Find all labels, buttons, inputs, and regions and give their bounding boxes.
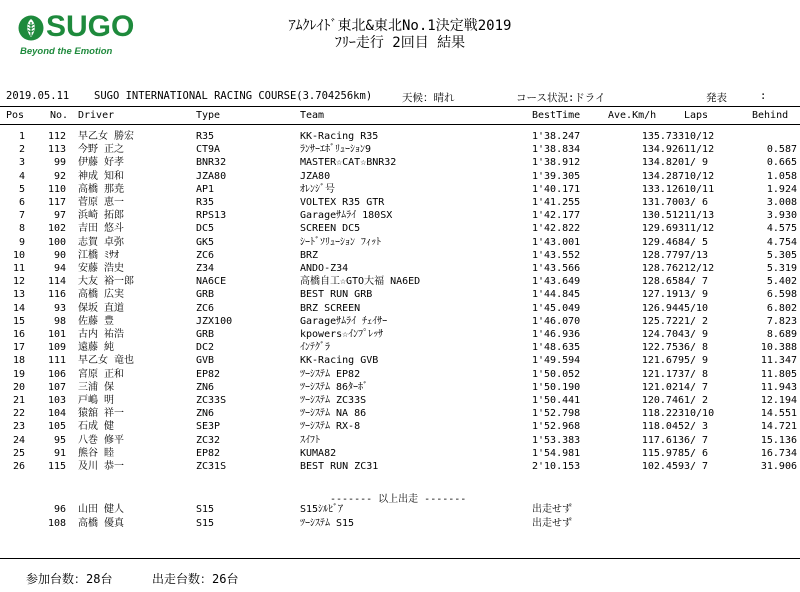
cell-driver: 宮原 正和 [78,368,125,380]
table-row [0,303,800,315]
cell-laps: 4/ 7 [684,381,709,393]
cell-type: GRB [196,329,215,340]
cell-best: 1'41.255 [532,197,581,208]
cell-no: 117 [47,197,66,208]
starters-count: 出走台数：26台 [152,572,239,586]
cell-ave: 128.779 [641,249,684,261]
course-condition: コース状況:ドライ [516,92,606,104]
cell-best: 1'53.383 [532,434,581,446]
col-pos: Pos [6,110,25,121]
cell-best: 1'40.171 [532,183,581,195]
cell-team: KUMA82 [300,447,337,459]
table-row [0,316,800,328]
cell-best: 1'50.190 [532,381,581,393]
cell-laps: 10/10 [684,408,715,420]
cell-best: 1'43.552 [532,249,581,261]
cell-driver: 山田 健人 [78,504,125,515]
cell-driver: 八巻 修平 [78,434,125,446]
cell-pos: 14 [12,302,25,314]
col-team: Team [300,110,325,121]
cell-laps: 10/12 [684,131,715,142]
table-row [0,210,800,222]
cell-type: ZC6 [196,302,215,314]
cell-laps: 11/12 [684,144,715,156]
cell-pos: 23 [12,421,25,433]
cell-best: 1'38.834 [532,144,581,156]
cell-best: 1'52.968 [532,421,581,433]
cell-pos: 21 [12,395,25,406]
cell-type: SE3P [196,421,221,433]
cell-driver: 志賀 卓弥 [78,236,125,248]
cell-laps: 6/ 7 [684,434,709,446]
cell-type: S15 [196,504,215,515]
cell-type: DC5 [196,223,215,235]
cell-behind: 5.402 [766,276,797,288]
logo-text: SUGO [46,10,135,43]
cell-behind: 6.802 [766,302,797,314]
cell-behind: 31.906 [760,461,797,472]
cell-behind: 5.319 [766,263,797,274]
cell-driver: 菅原 恵一 [78,197,125,208]
cell-best: 1'50.441 [532,395,581,406]
cell-ave: 130.512 [641,210,684,222]
cell-type: JZX100 [196,315,233,327]
cell-driver: 石成 健 [78,421,115,433]
cell-no: 109 [47,342,66,354]
cell-best: 1'50.052 [532,368,581,380]
cell-type: EP82 [196,368,221,380]
cell-driver: 浜崎 拓郎 [78,210,125,222]
cell-no: 91 [53,447,66,459]
cell-behind: 14.551 [760,408,797,420]
table-row [0,157,800,169]
cell-laps: 1/ 2 [684,395,709,406]
table-row [0,355,800,367]
cell-ave: 135.733 [641,131,684,142]
header-bottom-rule [0,124,800,125]
cell-team: kpowers☆ｲﾝﾌﾟﾚｯｻ [300,329,384,340]
cell-type: BNR32 [196,157,227,169]
cell-status: 出走せず [532,504,572,515]
cell-type: ZC6 [196,249,215,261]
cell-team: BEST RUN GRB [300,289,373,301]
cell-best: 1'45.049 [532,302,581,314]
cell-no: 94 [53,263,66,274]
cell-ave: 121.173 [641,368,684,380]
cell-behind: 4.575 [766,223,797,235]
cell-no: 96 [53,504,66,515]
cell-laps: 7/ 8 [684,368,709,380]
cell-driver: 今野 正之 [78,144,125,156]
cell-driver: 古内 祐浩 [78,329,125,340]
cell-no: 92 [53,170,66,182]
cell-behind: 11.347 [760,355,797,367]
cell-laps: 5/ 6 [684,447,709,459]
cell-ave: 129.693 [641,223,684,235]
table-row [0,223,800,235]
cell-pos: 12 [12,276,25,288]
cell-team: JZA80 [300,170,331,182]
cell-behind: 11.805 [760,368,797,380]
cell-best: 1'48.635 [532,342,581,354]
dns-row [0,504,800,516]
table-row [0,197,800,209]
cell-ave: 121.679 [641,355,684,367]
event-date: 2019.05.11 [6,90,70,102]
cell-driver: 三浦 保 [78,381,115,393]
cell-laps: 11/12 [684,223,715,235]
cell-ave: 134.926 [641,144,684,156]
cell-pos: 19 [12,368,25,380]
cell-no: 110 [47,183,66,195]
cell-no: 107 [47,381,66,393]
cell-team: ｽｲﾌﾄ [300,434,320,446]
cell-team: ﾂｰｼｽﾃﾑ S15 [300,517,355,529]
cell-pos: 7 [18,210,25,222]
cell-pos: 16 [12,329,25,340]
cell-behind: 5.305 [766,249,797,261]
cell-pos: 20 [12,381,25,393]
cell-no: 114 [47,276,66,288]
cell-type: R35 [196,131,215,142]
cell-ave: 129.468 [641,236,684,248]
cell-best: 1'54.981 [532,447,581,459]
cell-no: 113 [47,144,66,156]
cell-pos: 10 [12,249,25,261]
cell-ave: 118.045 [641,421,684,433]
weather: 天候：晴れ [402,92,455,104]
cell-behind: 1.924 [766,183,797,195]
cell-no: 99 [53,157,66,169]
cell-team: MASTER☆CAT☆BNR32 [300,157,397,169]
cell-pos: 11 [12,263,25,274]
cell-ave: 121.021 [641,381,684,393]
table-row [0,435,800,447]
cell-behind: 3.930 [766,210,797,222]
cell-driver: 早乙女 竜也 [78,355,135,367]
cell-laps: 7/13 [684,249,709,261]
event-title: ｱﾑｸﾚｲﾄﾞ東北&東北No.1決定戦2019 [288,18,512,34]
cell-best: 2'10.153 [532,461,581,472]
table-row [0,237,800,249]
cell-driver: 早乙女 勝宏 [78,131,135,142]
col-driver: Driver [78,110,115,121]
cell-pos: 2 [18,144,25,156]
cell-ave: 126.944 [641,302,684,314]
cell-best: 1'46.070 [532,315,581,327]
table-row [0,329,800,341]
cell-best: 1'46.936 [532,329,581,340]
cell-ave: 122.753 [641,342,684,354]
cell-no: 100 [47,236,66,248]
cell-team: BRZ SCREEN [300,302,361,314]
cell-no: 111 [47,355,66,367]
cell-behind: 14.721 [760,421,797,433]
table-row [0,184,800,196]
cell-laps: 11/13 [684,210,715,222]
cell-no: 97 [53,210,66,222]
cell-laps: 10/11 [684,183,715,195]
cell-team: ｵﾚﾝｼﾞ号 [300,183,335,195]
cell-pos: 1 [18,131,25,142]
cell-no: 93 [53,302,66,314]
table-row [0,131,800,143]
cell-team: ﾂｰｼｽﾃﾑ ZC33S [300,395,367,406]
cell-ave: 128.762 [641,263,684,274]
cell-no: 98 [53,315,66,327]
cell-laps: 10/12 [684,170,715,182]
table-row [0,250,800,262]
cell-ave: 120.746 [641,395,684,406]
cell-pos: 6 [18,197,25,208]
cell-best: 1'43.649 [532,276,581,288]
cell-ave: 125.722 [641,315,684,327]
table-row [0,342,800,354]
cell-best: 1'38.912 [532,157,581,169]
cell-type: ZC31S [196,461,227,472]
cell-ave: 131.700 [641,197,684,208]
cell-no: 95 [53,434,66,446]
cell-pos: 26 [12,461,25,472]
cell-best: 1'42.177 [532,210,581,222]
cell-ave: 124.704 [641,329,684,340]
cell-driver: 猿舘 祥一 [78,408,125,420]
cell-behind: 3.008 [766,197,797,208]
cell-type: AP1 [196,183,215,195]
cell-best: 1'42.822 [532,223,581,235]
cell-best: 1'49.594 [532,355,581,367]
cell-behind: 10.388 [760,342,797,354]
cell-ave: 133.126 [641,183,684,195]
cell-driver: 遠藤 純 [78,342,115,354]
cell-behind: 11.943 [760,381,797,393]
cell-type: NA6CE [196,276,227,288]
cell-driver: 佐藤 豊 [78,315,115,327]
cell-pos: 18 [12,355,25,367]
cell-ave: 128.658 [641,276,684,288]
table-row [0,289,800,301]
cell-driver: 神成 知和 [78,170,125,182]
cell-laps: 5/10 [684,302,709,314]
logo-tagline: Beyond the Emotion [20,46,113,57]
cell-behind: 7.823 [766,315,797,327]
cell-no: 90 [53,249,66,261]
cell-pos: 22 [12,408,25,420]
cell-driver: 伊藤 好孝 [78,157,125,169]
cell-behind: 6.598 [766,289,797,301]
cell-team: 高橋自工☆GTO大福 NA6ED [300,276,421,288]
cell-driver: 熊谷 睦 [78,447,115,459]
cell-type: EP82 [196,447,221,459]
cell-ave: 127.191 [641,289,684,301]
cell-pos: 9 [18,236,25,248]
cell-team: Garageｻﾑﾗｲ 180SX [300,210,393,222]
cell-laps: 1/ 2 [684,315,709,327]
cell-no: 108 [47,517,66,529]
table-row [0,171,800,183]
table-row [0,448,800,460]
cell-no: 116 [47,289,66,301]
header-top-rule [0,106,800,107]
cell-ave: 118.223 [641,408,684,420]
cell-laps: 5/ 9 [684,355,709,367]
table-row [0,408,800,420]
cell-team: ｼｰﾄﾞｿﾘｭｰｼｮﾝ ﾌｨｯﾄ [300,236,382,248]
table-row [0,369,800,381]
cell-team: ﾂｰｼｽﾃﾑ NA 86 [300,408,367,420]
cell-team: ﾗﾝｻｰｴﾎﾞﾘｭｰｼｮﾝ9 [300,144,372,156]
cell-no: 106 [47,368,66,380]
col-laps: Laps [684,110,709,121]
cell-behind: 15.136 [760,434,797,446]
cell-type: DC2 [196,342,215,354]
cell-laps: 3/ 6 [684,197,709,208]
cell-team: KK-Racing R35 [300,131,379,142]
cell-behind: 12.194 [760,395,797,406]
cell-team: BRZ [300,249,319,261]
cell-no: 112 [47,131,66,142]
cell-driver: 安藤 浩史 [78,263,125,274]
announce-label: 発表 [706,92,727,104]
cell-laps: 3/ 7 [684,461,709,472]
cell-behind: 8.689 [766,329,797,340]
cell-ave: 117.613 [641,434,684,446]
cell-best: 1'39.305 [532,170,581,182]
cell-type: JZA80 [196,170,227,182]
course-name: SUGO INTERNATIONAL RACING COURSE(3.704256km) [94,90,373,102]
cell-pos: 5 [18,183,25,195]
cell-team: VOLTEX R35 GTR [300,197,385,208]
col-besttime: BestTime [532,110,581,121]
table-row [0,421,800,433]
cell-driver: 及川 恭一 [78,461,125,472]
cell-driver: 高橋 広実 [78,289,125,301]
cell-team: ﾂｰｼｽﾃﾑ RX-8 [300,421,361,433]
cell-driver: 江橋 ﾐｻｵ [78,249,120,261]
cell-team: ﾂｰｼｽﾃﾑ 86ﾀｰﾎﾞ [300,381,369,393]
cell-driver: 高橋 那尭 [78,183,125,195]
cell-no: 105 [47,421,66,433]
cell-ave: 102.459 [641,461,684,472]
cell-team: SCREEN DC5 [300,223,361,235]
cell-laps: 1/ 9 [684,157,709,169]
cell-team: KK-Racing GVB [300,355,379,367]
table-row [0,276,800,288]
cell-pos: 8 [18,223,25,235]
cell-driver: 高橋 優真 [78,517,125,529]
cell-type: S15 [196,517,215,529]
dns-row [0,518,800,530]
col-behind: Behind [752,110,789,121]
cell-type: ZC33S [196,395,227,406]
cell-team: S15ｼﾙﾋﾞｱ [300,504,344,515]
started-separator: ------- 以上出走 ------- [330,494,467,505]
cell-type: ZN6 [196,408,215,420]
cell-ave: 115.978 [641,447,684,459]
table-row [0,395,800,407]
entries-count: 参加台数：28台 [26,572,113,586]
cell-best: 1'43.001 [532,236,581,248]
cell-no: 104 [47,408,66,420]
cell-laps: 3/ 9 [684,329,709,340]
table-row [0,263,800,275]
cell-ave: 134.287 [641,170,684,182]
cell-no: 102 [47,223,66,235]
cell-laps: 2/ 3 [684,421,709,433]
cell-driver: 吉田 悠斗 [78,223,125,235]
col-no: No. [50,110,69,121]
cell-no: 115 [47,461,66,472]
cell-driver: 保坂 直道 [78,302,125,314]
cell-pos: 13 [12,289,25,301]
cell-no: 101 [47,329,66,340]
cell-best: 1'44.845 [532,289,581,301]
cell-type: GRB [196,289,215,301]
cell-team: ﾂｰｼｽﾃﾑ EP82 [300,368,361,380]
cell-team: ANDO-Z34 [300,263,349,274]
cell-pos: 25 [12,447,25,459]
col-type: Type [196,110,221,121]
table-row [0,461,800,473]
cell-type: CT9A [196,144,221,156]
cell-behind: 16.734 [760,447,797,459]
cell-laps: 4/ 7 [684,276,709,288]
col-avekmh: Ave.Km/h [608,110,657,121]
cell-team: Garageｻﾑﾗｲ ﾁｪｲｻｰ [300,315,388,327]
cell-type: ZC32 [196,434,221,446]
cell-pos: 24 [12,434,25,446]
cell-behind: 0.665 [766,157,797,169]
cell-team: ｲﾝﾃｸﾞﾗ [300,342,330,354]
cell-type: GVB [196,355,215,367]
announce-time: : [760,90,767,102]
cell-laps: 4/ 5 [684,236,709,248]
table-row [0,144,800,156]
cell-type: GK5 [196,236,215,248]
cell-best: 1'38.247 [532,131,581,142]
cell-laps: 3/ 9 [684,289,709,301]
cell-pos: 3 [18,157,25,169]
cell-team: BEST RUN ZC31 [300,461,379,472]
cell-behind: 0.587 [766,144,797,156]
footer-rule [0,558,800,559]
cell-type: RPS13 [196,210,227,222]
cell-pos: 17 [12,342,25,354]
cell-pos: 15 [12,315,25,327]
cell-driver: 大友 裕一郎 [78,276,135,288]
cell-behind: 4.754 [766,236,797,248]
cell-no: 103 [47,395,66,406]
cell-best: 1'43.566 [532,263,581,274]
cell-laps: 6/ 8 [684,342,709,354]
cell-type: R35 [196,197,215,208]
cell-pos: 4 [18,170,25,182]
cell-status: 出走せず [532,517,572,529]
cell-ave: 134.820 [641,157,684,169]
cell-best: 1'52.798 [532,408,581,420]
cell-driver: 戸嶋 明 [78,395,115,406]
cell-behind: 1.058 [766,170,797,182]
cell-type: ZN6 [196,381,215,393]
cell-type: Z34 [196,263,215,274]
session-title: ﾌﾘｰ走行 2回目 結果 [334,35,466,51]
table-row [0,382,800,394]
cell-laps: 12/12 [684,263,715,274]
